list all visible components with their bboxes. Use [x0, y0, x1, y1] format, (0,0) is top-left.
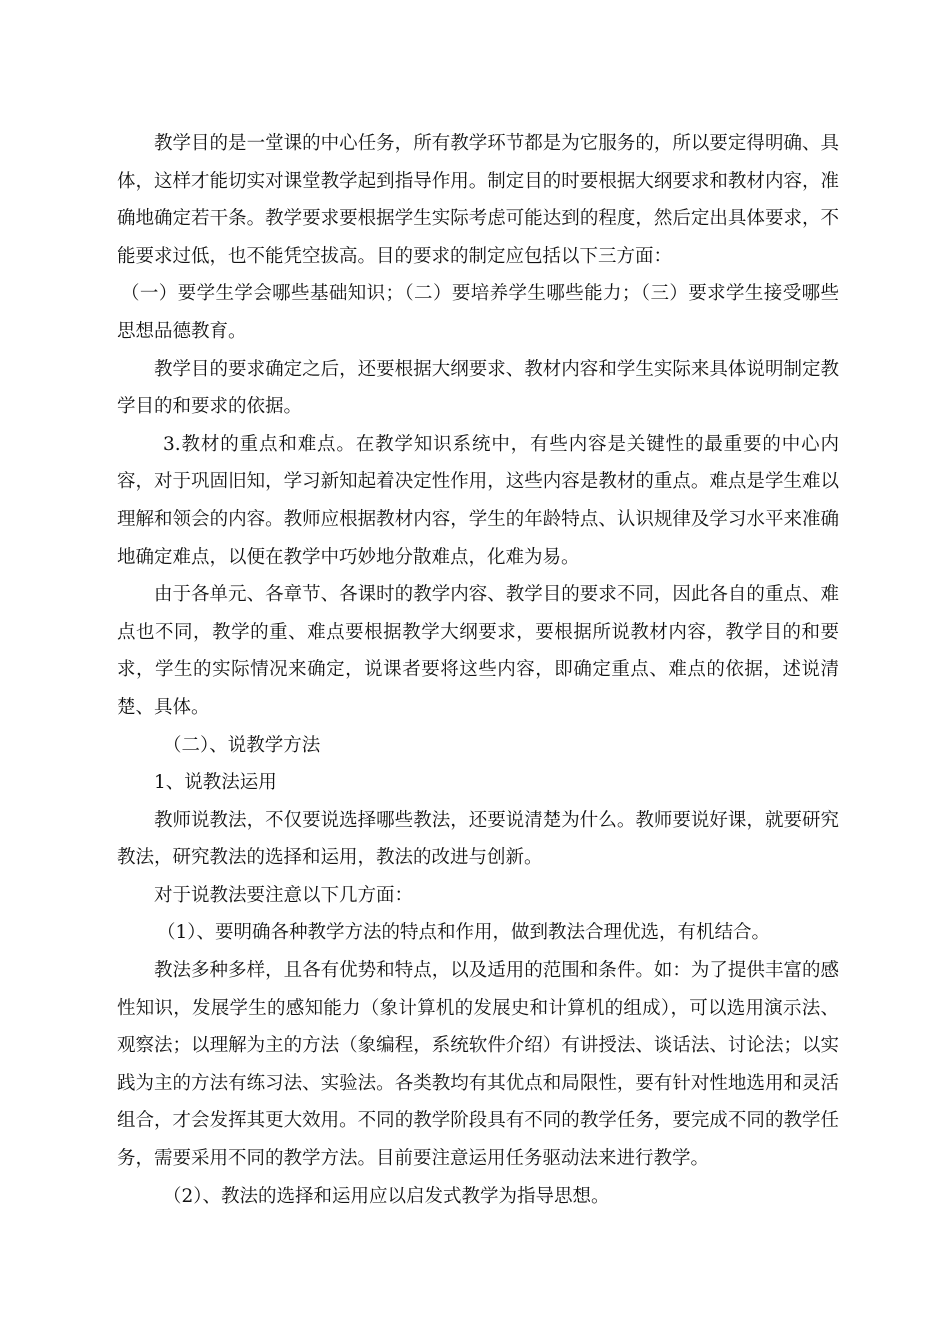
paragraph-teaching-objectives: 教学目的是一堂课的中心任务，所有教学环节都是为它服务的，所以要定得明确、具体，这样才能切实对课堂教学起到指导作用。制定目的时要根据大纲要求和教材内容，准确地确定若干条。教学要求要根据学生实际考虑可能达到的程度，然后定出具体要求，不能要求过低，也不能凭空拔高。目的要求的制定应包括以下三方面： [117, 133, 839, 267]
paragraph-key-and-difficult-points: 3.教材的重点和难点。在教学知识系统中，有些内容是关键性的最重要的中心内容，对于巩固旧知，学习新知起着决定性作用，这些内容是教材的重点。难点是学生难以理解和领会的内容。教师应根据教材内容，学生的年龄特点、认识规律及学习水平来准确地确定难点，以便在教学中巧妙地分散难点，化难为易。 [117, 433, 839, 568]
list-item-method-point-1: （1）、要明确各种教学方法的特点和作用，做到教法合理优选，有机结合。 [157, 922, 771, 944]
paragraph-objective-basis: 教学目的要求确定之后，还要根据大纲要求、教材内容和学生实际来具体说明制定教学目的和要求的依据。 [117, 358, 839, 418]
paragraph-determine-key-points: 由于各单元、各章节、各课时的教学内容、教学目的要求不同，因此各自的重点、难点也不同，教学的重、难点要根据教学大纲要求，要根据所说教材内容，教学目的和要求，学生的实际情况来确定，说课者要将这些内容，即确定重点、难点的依据，述说清楚、具体。 [117, 584, 839, 718]
section-heading-teaching-methods: （二）、说教学方法 [163, 734, 321, 756]
subheading-method-application: 1、说教法运用 [154, 772, 277, 794]
paragraph-method-notes: 对于说教法要注意以下几方面： [154, 884, 414, 906]
list-item-method-point-2: （2）、教法的选择和运用应以启发式教学为指导思想。 [163, 1185, 610, 1207]
document-body [117, 125, 839, 1215]
paragraph-three-aspects: （一）要学生学会哪些基础知识；（二）要培养学生哪些能力；（三）要求学生接受哪些思想品德教育。 [117, 283, 839, 342]
paragraph-method-explanation: 教师说教法，不仅要说选择哪些教法，还要说清楚为什么。教师要说好课，就要研究教法，研究教法的选择和运用，教法的改进与创新。 [117, 809, 839, 869]
paragraph-method-variety: 教法多种多样，且各有优势和特点，以及适用的范围和条件。如：为了提供丰富的感性知识，发展学生的感知能力（象计算机的发展史和计算机的组成），可以选用演示法、观察法；以理解为主的方法（象编程，系统软件介绍）有讲授法、谈话法、讨论法；以实践为主的方法有练习法、实验法。各类教均有其优点和局限性，要有针对性地选用和灵活组合，才会发挥其更大效用。不同的教学阶段具有不同的教学任务，要完成不同的教学任务，需要采用不同的教学方法。目前要注意运用任务驱动法来进行教学。 [117, 960, 839, 1170]
